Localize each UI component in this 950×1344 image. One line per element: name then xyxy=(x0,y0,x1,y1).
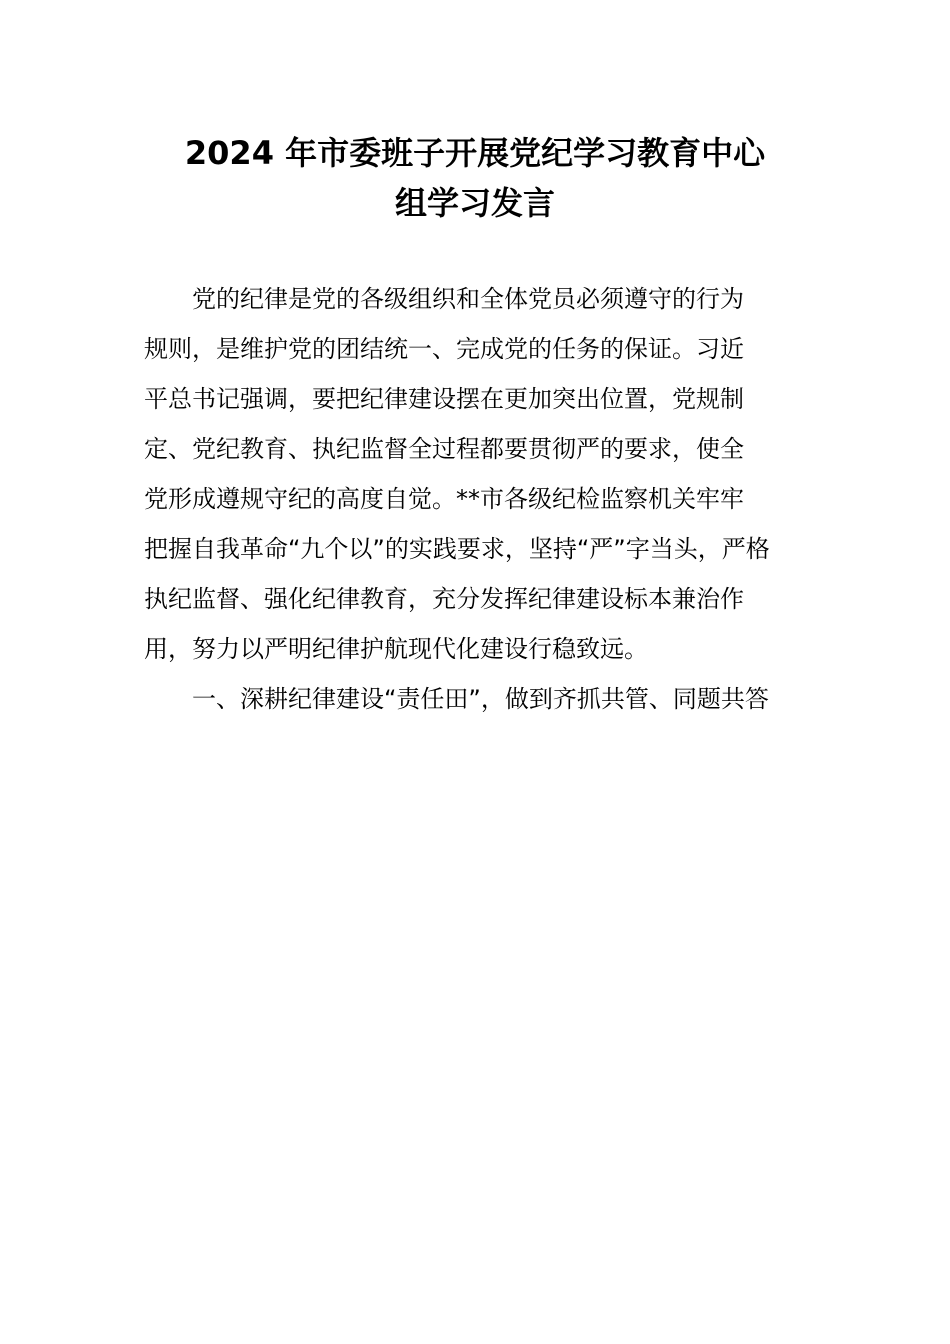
document-title xyxy=(120,128,830,228)
title-line-1: 2024 年市委班子开展党纪学习教育中心 xyxy=(184,134,766,172)
paragraph-1 xyxy=(144,274,806,674)
paragraph-1-line-8: 用，努力以严明纪律护航现代化建设行稳致远。 xyxy=(144,635,648,663)
paragraph-1-line-4: 定、党纪教育、执纪监督全过程都要贯彻严的要求，使全 xyxy=(144,435,744,463)
document-body xyxy=(144,274,806,724)
paragraph-1-line-6: 把握自我革命“九个以”的实践要求，坚持“严”字当头，严格 xyxy=(144,535,770,563)
title-line-2: 组学习发言 xyxy=(394,184,555,222)
paragraph-2 xyxy=(144,674,806,724)
paragraph-1-line-2: 规则，是维护党的团结统一、完成党的任务的保证。习近 xyxy=(144,335,744,363)
paragraph-1-line-1: 党的纪律是党的各级组织和全体党员必须遵守的行为 xyxy=(192,285,744,313)
paragraph-1-line-5: 党形成遵规守纪的高度自觉。**市各级纪检监察机关牢牢 xyxy=(144,485,744,513)
paragraph-1-line-3: 平总书记强调，要把纪律建设摆在更加突出位置，党规制 xyxy=(144,385,744,413)
section-heading-1: 一、深耕纪律建设“责任田”，做到齐抓共管、同题共答 xyxy=(192,685,769,713)
paragraph-1-line-7: 执纪监督、强化纪律教育，充分发挥纪律建设标本兼治作 xyxy=(144,585,744,613)
